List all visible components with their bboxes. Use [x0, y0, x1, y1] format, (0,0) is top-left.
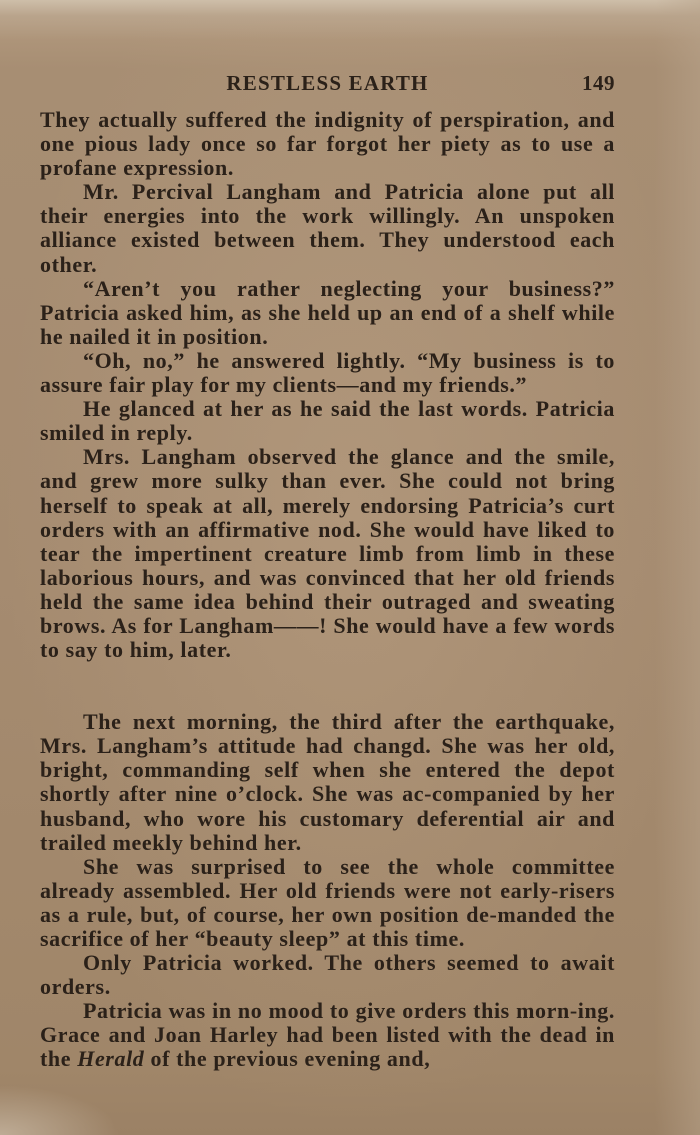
page-top-edge — [0, 0, 700, 40]
paragraph-text: Patricia was in no mood to give orders this morn-ing. Grace and Joan Harley had been listed with the dead in the — [40, 998, 615, 1072]
paragraph: He glanced at her as he said the last words. Patricia smiled in reply. — [40, 396, 615, 446]
paragraph-text: of the previous evening and, — [144, 1046, 431, 1072]
body-text — [40, 108, 615, 1072]
page-header — [40, 71, 615, 101]
page-corner-wear — [0, 1085, 120, 1135]
section-break — [40, 662, 615, 710]
page-number: 149 — [582, 71, 615, 95]
paragraph: Mrs. Langham observed the glance and the smile, and grew more sulky than ever. She could not bring herself to speak at all, merely endorsing Patricia’s curt orders with an affirmative nod. She would have liked to tear the impertinent creature limb from limb in these laborious hours, and was convinced that her old friends held the same idea behind their outraged and sweating brows. As for Langham——! She would have a few words to say to him, later. — [40, 444, 615, 663]
paragraph: “Oh, no,” he answered lightly. “My business is to assure fair play for my clients—and my friends.” — [40, 347, 615, 398]
paragraph: She was surprised to see the whole committee already assembled. Her old friends were not early-risers as a rule, but, of course, her own position de-manded the sacrifice of her “beauty sleep” at this time. — [40, 853, 615, 951]
paragraph: “Aren’t you rather neglecting your business?” Patricia asked him, as she held up an end of a shelf while he nailed it in position. — [40, 275, 615, 349]
page-right-edge — [655, 0, 700, 1135]
paragraph: The next morning, the third after the earthquake, Mrs. Langham’s attitude had changd. She was her old, bright, commanding self when she entered the depot shortly after nine o’clock. She was ac-companied by her husband, who wore his customary deferential air and trailed meekly behind her. — [40, 709, 615, 855]
paragraph: Mr. Percival Langham and Patricia alone put all their energies into the work willingly. An unspoken alliance existed between them. They understood each other. — [40, 179, 615, 277]
paragraph-last — [40, 999, 615, 1071]
running-title: RESTLESS EARTH — [226, 71, 429, 95]
paragraph: Only Patricia worked. The others seemed to await orders. — [40, 950, 615, 1000]
newspaper-title: Herald — [77, 1046, 145, 1072]
paragraph: They actually suffered the indignity of perspiration, and one pious lady once so far forgot her piety as to use a profane expression. — [40, 107, 615, 181]
